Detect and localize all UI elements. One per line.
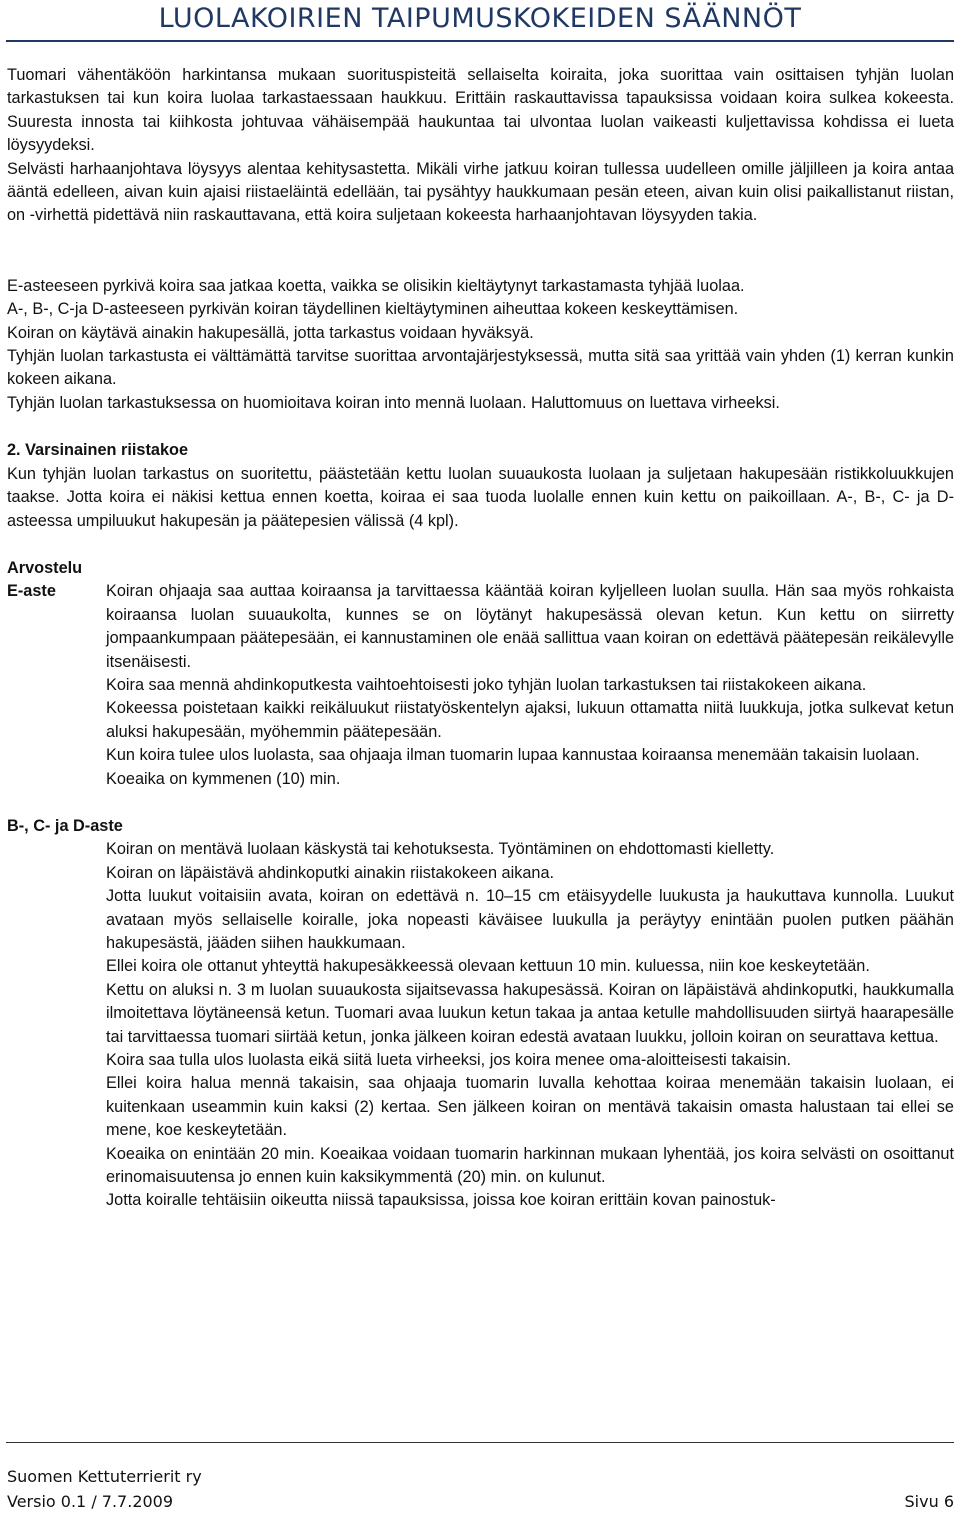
- intro-paragraph-1: Tuomari vähentäköön harkintansa mukaan suorituspisteitä sellaiselta koiraita, joka suorittaa vain osittaisen tyhjän luolan tarkastuksen tai kun koira luolaa tarkastaessaan haukkuu. Erittäin raskauttavissa tapauksissa voidaan koira sulkea kokeesta. Suuresta innosta tai kiihkosta johtuvaa vähäisempää haukuntaa tai ulvontaa luolan vaikeasti kuljettavissa kohdissa ei lueta löysyydeksi.: [7, 66, 954, 155]
- rule-paragraph-5: Tyhjän luolan tarkastuksessa on huomioitava koiran into mennä luolaan. Haluttomuus on luettava virheeksi.: [7, 393, 780, 412]
- e-aste-label: E-aste: [7, 582, 56, 601]
- footer-version-row: [7, 1492, 954, 1511]
- bcd-aste-paragraph-2: Koiran on läpäistävä ahdinkoputki ainakin riistakokeen aikana.: [106, 863, 555, 882]
- section-2-paragraph: Kun tyhjän luolan tarkastus on suoritettu, päästetään kettu luolan suuaukosta luolaan ja suljetaan hakupesään ristikkoluukkujen taakse. Jotta koira ei näkisi kettua ennen koetta, koiraa ei saa tuoda luolalle ennen kuin kettu on paikoillaan. A-, B-, C- ja D-asteessa umpiluukut hakupesän ja päätepesien välissä (4 kpl).: [7, 464, 954, 530]
- bcd-aste-paragraph-6: Koira saa tulla ulos luolasta eikä siitä lueta virheeksi, jos koira menee oma-aloitteisesti takaisin.: [106, 1051, 792, 1070]
- rule-paragraph-2: A-, B-, C-ja D-asteeseen pyrkivän koiran täydellinen kieltäytyminen aiheuttaa kokeen keskeyttämisen.: [7, 300, 739, 319]
- arvostelu-title: Arvostelu: [7, 558, 83, 577]
- footer-organization: Suomen Kettuterrierit ry: [7, 1467, 202, 1486]
- bcd-aste-paragraph-4: Ellei koira ole ottanut yhteyttä hakupesäkkeessä olevaan kettuun 10 min. kuluessa, niin koe keskeytetään.: [106, 957, 870, 976]
- bcd-aste-paragraph-1: Koiran on mentävä luolaan käskystä tai kehotuksesta. Työntäminen on ehdottomasti kielletty.: [106, 840, 775, 859]
- bcd-aste-paragraph-3: Jotta luukut voitaisiin avata, koiran on edettävä n. 10–15 cm etäisyydelle luukusta ja haukuttava kunnolla. Luukut avataan myös sellaiselle koiralle, joka nopeasti käväisee luukulla ja peräytyy enintään puolen putken päähän hakupesästä, jääden siihen haukkumaan.: [106, 887, 954, 952]
- bcd-aste-paragraph-5: Kettu on aluksi n. 3 m luolan suuaukosta sijaitsevassa hakupesässä. Koiran on läpäistävä ahdinkoputki, haukkumalla ilmoitettava löytäneensä ketun. Tuomari avaa luukun ketun takaa ja antaa ketulle mahdollisuuden siirtyä haarapesälle tai tarvittaessa tuomari siirtää ketun, jonka jälkeen koiran edestä avataan luukku, jolloin koiran on seurattava kettua.: [106, 980, 954, 1046]
- section-2-title: 2. Varsinainen riistakoe: [7, 441, 188, 460]
- rule-paragraph-3: Koiran on käytävä ainakin hakupesällä, jotta tarkastus voidaan hyväksyä.: [7, 323, 534, 342]
- footer-version: Versio 0.1 / 7.7.2009: [7, 1492, 174, 1511]
- e-aste-block: [7, 580, 954, 791]
- bcd-aste-paragraph-7: Ellei koira halua mennä takaisin, saa ohjaaja tuomarin luvalla kehottaa koiraa menemään takaisin luolaan, ei kuitenkaan useammin kuin kaksi (2) kertaa. Sen jälkeen koiran on mentävä takaisin omasta halustaan tai ellei se mene, koe keskeytetään.: [106, 1074, 954, 1140]
- page-header-title: LUOLAKOIRIEN TAIPUMUSKOKEIDEN SÄÄNNÖT: [158, 3, 802, 34]
- e-aste-paragraph-4: Kun koira tulee ulos luolasta, saa ohjaaja ilman tuomarin lupaa kannustaa koiraansa menemään takaisin luolaan.: [106, 746, 920, 765]
- e-aste-paragraph-1: Koiran ohjaaja saa auttaa koiraansa ja tarvittaessa kääntää koiran kyljelleen luolan suulla. Hän saa myös rohkaista koiraansa luolan suuaukolta, kunnes se on löytänyt hakupesässä olevan ketun. Kun kettu on siirretty jompaankumpaan päätepesään, ei kannustaminen ole enää sallittua vaan koiran on edettävä päätepesän reikälevylle itsenäisesti.: [106, 582, 954, 671]
- bcd-aste-label: B-, C- ja D-aste: [7, 816, 123, 835]
- bcd-aste-paragraph-8: Koeaika on enintään 20 min. Koeaikaa voidaan tuomarin harkinnan mukaan lyhentää, jos koira selvästi on osoittanut erinomaisuutensa jo ennen kuin kaksikymmentä (20) min. on kulunut.: [106, 1144, 954, 1187]
- document-body: [7, 64, 954, 1213]
- intro-paragraph-2: Selvästi harhaanjohtava löysyys alentaa kehitysastetta. Mikäli virhe jatkuu koiran tullessa uudelleen omille jäljilleen ja koira antaa ääntä edelleen, aivan kuin ajaisi riistaeläintä edellään, tai pysähtyy haukkumaan pesän eteen, aivan kuin olisi paikallistanut riistan, on -virhettä pidettävä niin raskauttavana, että koira suljetaan kokeesta harhaanjohtavan löysyyden takia.: [7, 159, 954, 225]
- rule-paragraph-4: Tyhjän luolan tarkastusta ei välttämättä tarvitse suorittaa arvontajärjestyksessä, mutta sitä saa yrittää vain yhden (1) kerran kunkin kokeen aikana.: [7, 347, 954, 389]
- footer-page-number: Sivu 6: [904, 1492, 954, 1511]
- footer-divider: [6, 1442, 954, 1443]
- rule-paragraph-1: E-asteeseen pyrkivä koira saa jatkaa koetta, vaikka se olisikin kieltäytynyt tarkastamasta tyhjää luolaa.: [7, 276, 745, 295]
- e-aste-paragraph-2: Koira saa mennä ahdinkoputkesta vaihtoehtoisesti joko tyhjän luolan tarkastuksen tai riistakokeen aikana.: [106, 675, 867, 694]
- e-aste-paragraph-3: Kokeessa poistetaan kaikki reikäluukut riistatyöskentelyn ajaksi, lukuun ottamatta niitä luukkuja, jotka sulkevat ketun aluksi hakupesään, myöhemmin päätepesään.: [106, 699, 954, 741]
- header-divider: [6, 40, 954, 42]
- bcd-aste-paragraph-9: Jotta koiralle tehtäisiin oikeutta niissä tapauksissa, joissa koe koiran erittäin kovan painostuk-: [106, 1191, 776, 1210]
- e-aste-paragraph-5: Koeaika on kymmenen (10) min.: [106, 769, 341, 788]
- bcd-aste-block: [7, 838, 954, 1213]
